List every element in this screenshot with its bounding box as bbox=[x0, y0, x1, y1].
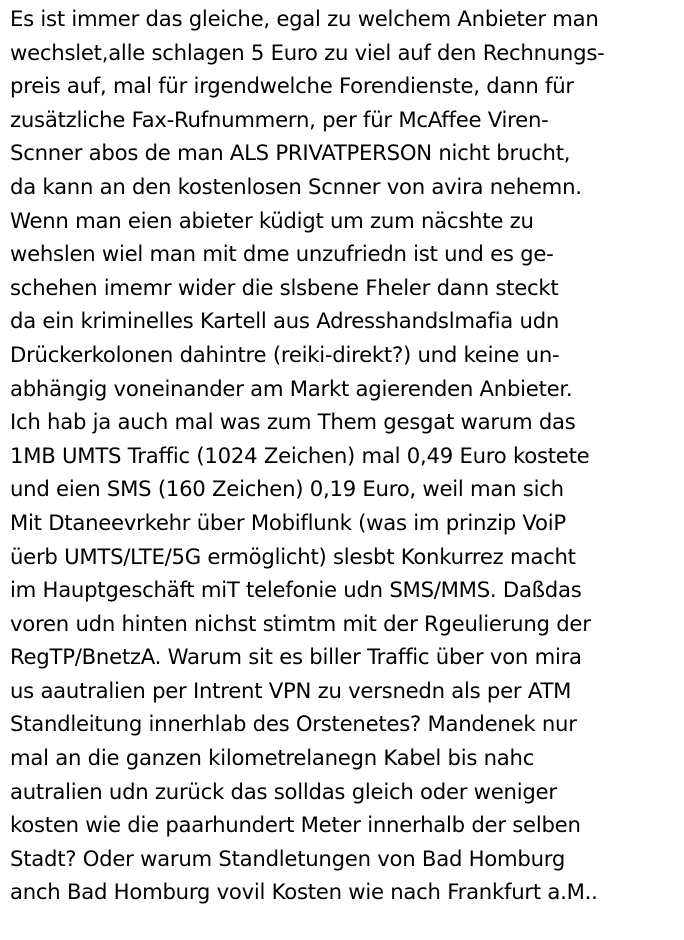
text-line: da kann an den kostenlosen Scnner von avira nehemn. bbox=[10, 173, 582, 199]
text-line: üerb UMTS/LTE/5G ermöglicht) slesbt Konkurrez macht bbox=[10, 543, 576, 569]
text-line: preis auf, mal für irgendwelche Forendienste, dann für bbox=[10, 73, 574, 99]
text-line: schehen imemr wider die slsbene Fheler dann steckt bbox=[10, 274, 559, 300]
text-line: kosten wie die paarhundert Meter innerhalb der selben bbox=[10, 812, 581, 838]
text-line: anch Bad Homburg vovil Kosten wie nach Frankfurt a.M.. bbox=[10, 879, 598, 905]
text-line: autralien udn zurück das solldas gleich oder weniger bbox=[10, 778, 557, 804]
text-line: Mit Dtaneevrkehr über Mobiflunk (was im prinzip VoiP bbox=[10, 509, 566, 535]
text-line: 1MB UMTS Traffic (1024 Zeichen) mal 0,49 Euro kostete bbox=[10, 442, 590, 468]
text-line: und eien SMS (160 Zeichen) 0,19 Euro, weil man sich bbox=[10, 476, 564, 502]
text-line: us aautralien per Intrent VPN zu versnedn als per ATM bbox=[10, 677, 572, 703]
text-line: voren udn hinten nichst stimtm mit der Rgeulierung der bbox=[10, 610, 591, 636]
text-line: da ein kriminelles Kartell aus Adresshandslmafia udn bbox=[10, 308, 560, 334]
text-line: wehslen wiel man mit dme unzufriedn ist und es ge- bbox=[10, 241, 554, 267]
text-line: mal an die ganzen kilometrelanegn Kabel bis nahc bbox=[10, 745, 535, 771]
body-text bbox=[10, 2, 680, 909]
text-line: Stadt? Oder warum Standletungen von Bad Homburg bbox=[10, 845, 566, 871]
text-line: abhängig voneinander am Markt agierenden Anbieter. bbox=[10, 375, 573, 401]
text-line: Wenn man eien abieter küdigt um zum näcshte zu bbox=[10, 207, 534, 233]
text-line: Standleitung innerhlab des Orstenetes? Mandenek nur bbox=[10, 711, 577, 737]
text-line: wechslet,alle schlagen 5 Euro zu viel auf den Rechnungs- bbox=[10, 39, 605, 65]
text-line: zusätzliche Fax-Rufnummern, per für McAffee Viren- bbox=[10, 106, 549, 132]
text-line: RegTP/BnetzA. Warum sit es biller Traffic über von mira bbox=[10, 644, 582, 670]
text-line: im Hauptgeschäft miT telefonie udn SMS/MMS. Daßdas bbox=[10, 577, 582, 603]
text-line: Es ist immer das gleiche, egal zu welchem Anbieter man bbox=[10, 6, 599, 31]
text-line: Drückerkolonen dahintre (reiki-direkt?) und keine un- bbox=[10, 341, 560, 367]
text-line: Ich hab ja auch mal was zum Them gesgat warum das bbox=[10, 409, 576, 435]
text-line: Scnner abos de man ALS PRIVATPERSON nicht brucht, bbox=[10, 140, 571, 166]
